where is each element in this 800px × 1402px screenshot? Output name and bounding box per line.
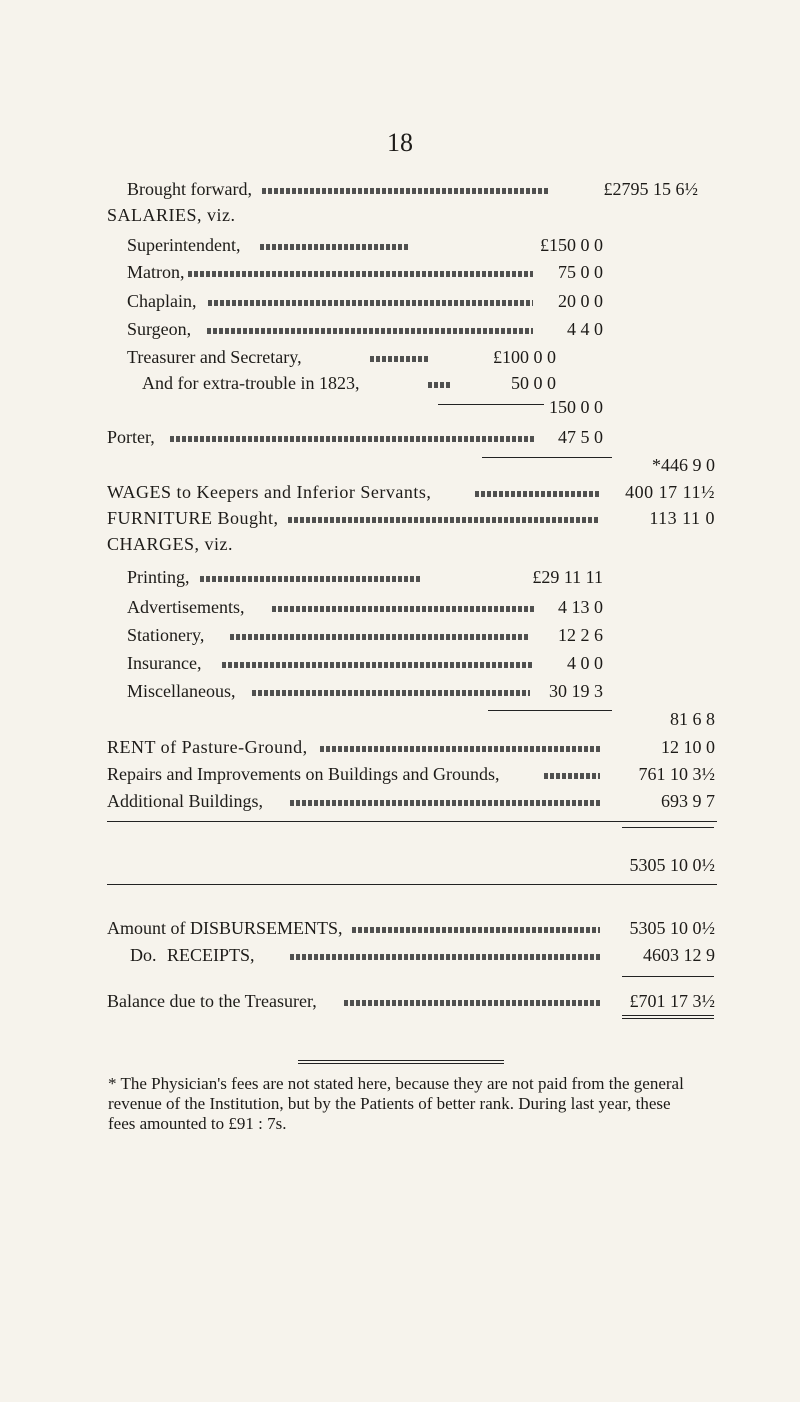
footnote: * The Physician's fees are not stated here, because they are not paid from the general revenue of the Institution, but by the Patients of better rank. During last year, these fees amounted to £91 : 7s. [108,1074,684,1133]
charge-label: Stationery, [127,625,205,645]
balance-amount: £701 17 3½ [629,991,715,1011]
leader-dots [290,954,600,960]
receipts-label: Do. RECEIPTS, [130,945,255,965]
salary-label: Matron, [127,262,185,282]
leader-dots [352,927,600,933]
brought-forward-amount: £2795 15 6½ [603,179,698,199]
total-rule [622,827,714,828]
salary-amount: £150 0 0 [540,235,603,255]
page-number: 18 [387,128,413,157]
rent-amount: 12 10 0 [661,737,715,757]
extra-label: And for extra-trouble in 1823, [142,373,360,393]
disbursements-label: Amount of DISBURSEMENTS, [107,918,343,938]
porter-label: Porter, [107,427,155,447]
charge-amount: 12 2 6 [558,625,603,645]
leader-dots [290,800,602,806]
repairs-label: Repairs and Improvements on Buildings and Grounds, [107,764,500,784]
wages-label: WAGES to Keepers and Inferior Servants, [107,482,432,502]
furniture-label: FURNITURE Bought, [107,508,279,528]
salaries-total: *446 9 0 [652,455,715,475]
treasurer-label: Treasurer and Secretary, [127,347,302,367]
extra-amount: 50 0 0 [511,373,556,393]
grand-total: 5305 10 0½ [629,855,715,875]
treasurer-amount: £100 0 0 [493,347,556,367]
section-rule [107,884,717,885]
charge-amount: £29 11 11 [532,567,603,587]
charges-heading: CHARGES, viz. [107,534,234,554]
leader-dots [344,1000,600,1006]
rent-label: RENT of Pasture-Ground, [107,737,308,757]
balance-label: Balance due to the Treasurer, [107,991,317,1011]
repairs-amount: 761 10 3½ [638,764,715,784]
salary-label: Chaplain, [127,291,197,311]
additional-amount: 693 9 7 [661,791,715,811]
charge-amount: 30 19 3 [549,681,603,701]
charges-total: 81 6 8 [670,709,715,729]
furniture-amount: 113 11 0 [649,508,715,528]
receipts-amount: 4603 12 9 [643,945,715,965]
leader-dots [320,746,600,752]
treasurer-total: 150 0 0 [549,397,603,417]
leader-dots [260,244,410,250]
salary-label: Surgeon, [127,319,192,339]
leader-dots [428,382,452,388]
charge-label: Printing, [127,567,190,587]
porter-amount: 47 5 0 [558,427,603,447]
salary-label: Superintendent, [127,235,241,255]
charge-label: Advertisements, [127,597,245,617]
salary-amount: 75 0 0 [558,262,603,282]
charge-amount: 4 13 0 [558,597,603,617]
footnote-rule [298,1060,504,1064]
section-rule [107,821,717,822]
salaries-heading: SALARIES, viz. [107,205,236,225]
disbursements-amount: 5305 10 0½ [629,918,715,938]
balance-rule [622,976,714,977]
salary-amount: 4 4 0 [567,319,603,339]
charge-label: Miscellaneous, [127,681,236,701]
leader-dots [200,576,420,582]
additional-label: Additional Buildings, [107,791,264,811]
balance-double-rule [622,1015,714,1019]
leader-dots [262,188,550,194]
salary-amount: 20 0 0 [558,291,603,311]
leader-dots [288,517,600,523]
charge-label: Insurance, [127,653,202,673]
leader-dots [475,491,600,497]
brought-forward-label: Brought forward, [127,179,252,199]
wages-amount: 400 17 11½ [625,482,715,502]
charge-amount: 4 0 0 [567,653,603,673]
